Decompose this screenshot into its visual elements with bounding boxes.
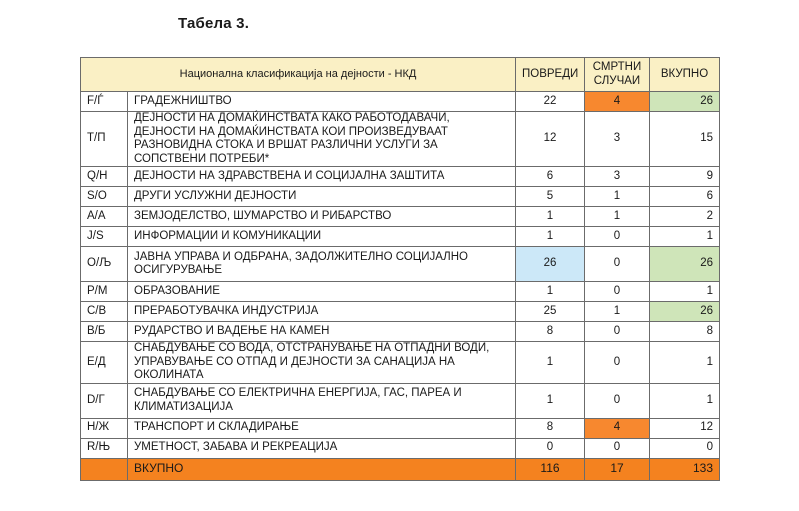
table-title: Табела 3.: [178, 15, 250, 32]
activity-name: ПРЕРАБОТУВАЧКА ИНДУСТРИЈА: [128, 302, 516, 322]
activity-name: СНАБДУВАЊЕ СО ВОДА, ОТСТРАНУВАЊЕ НА ОТПАДНИ ВОДИ, УПРАВУВАЊЕ СО ОТПАД И ДЕЈНОСТИ ЗА САНАЦИЈА НА ОКОЛИНАТА: [128, 342, 516, 384]
activity-code: F/Ѓ: [81, 92, 128, 112]
total-cell: 26: [650, 302, 720, 322]
fatal-cell: 1: [585, 187, 650, 207]
table-row: [81, 322, 720, 342]
fatal-cell: 3: [585, 167, 650, 187]
total-cell: 15: [650, 112, 720, 167]
table-row: [81, 418, 720, 438]
activity-code: C/В: [81, 302, 128, 322]
injuries-cell: 1: [516, 227, 585, 247]
injuries-cell: 5: [516, 187, 585, 207]
activity-name: СНАБДУВАЊЕ СО ЕЛЕКТРИЧНА ЕНЕРГИЈА, ГАС, ПАРЕА И КЛИМАТИЗАЦИЈА: [128, 383, 516, 418]
total-cell: 1: [650, 227, 720, 247]
activity-code: D/Г: [81, 383, 128, 418]
activity-name: ДРУГИ УСЛУЖНИ ДЕЈНОСТИ: [128, 187, 516, 207]
activity-name: ДЕЈНОСТИ НА ДОМАЌИНСТВАТА КАКО РАБОТОДАВАЧИ, ДЕЈНОСТИ НА ДОМАЌИНСТВАТА КОИ ПРОИЗВЕДУВААТ РАЗНОВИДНА СТОКА И ВРШАТ РАЗЛИЧНИ УСЛУГИ ЗА СОПСТВЕНИ ПОТРЕБИ*: [128, 112, 516, 167]
activity-code: P/М: [81, 282, 128, 302]
fatal-cell: 0: [585, 342, 650, 384]
fatal-cell: 0: [585, 383, 650, 418]
total-cell: 26: [650, 247, 720, 282]
activity-code: E/Д: [81, 342, 128, 384]
total-row: [81, 458, 720, 480]
fatal-cell: 4: [585, 92, 650, 112]
injuries-cell: 8: [516, 418, 585, 438]
table-row: [81, 302, 720, 322]
total-cell: 12: [650, 418, 720, 438]
header-total: ВКУПНО: [650, 58, 720, 92]
activity-name: ДЕЈНОСТИ НА ЗДРАВСТВЕНА И СОЦИЈАЛНА ЗАШТИТА: [128, 167, 516, 187]
total-label: ВКУПНО: [128, 458, 516, 480]
injuries-cell: 22: [516, 92, 585, 112]
total-cell: 1: [650, 282, 720, 302]
activity-name: УМЕТНОСТ, ЗАБАВА И РЕКРЕАЦИЈА: [128, 438, 516, 458]
header-fatal: СМРТНИ СЛУЧАИ: [585, 58, 650, 92]
injuries-cell: 25: [516, 302, 585, 322]
activity-code: O/Љ: [81, 247, 128, 282]
table-row: [81, 247, 720, 282]
fatal-cell: 1: [585, 207, 650, 227]
table-row: [81, 167, 720, 187]
total-cell: 0: [650, 438, 720, 458]
fatal-cell: 0: [585, 227, 650, 247]
activity-code: S/О: [81, 187, 128, 207]
table-row: [81, 227, 720, 247]
activity-name: ОБРАЗОВАНИЕ: [128, 282, 516, 302]
injuries-cell: 12: [516, 112, 585, 167]
total-injuries: 116: [516, 458, 585, 480]
fatal-cell: 4: [585, 418, 650, 438]
injuries-cell: 26: [516, 247, 585, 282]
total-cell: 26: [650, 92, 720, 112]
table-row: [81, 187, 720, 207]
table-row: [81, 282, 720, 302]
activity-code: H/Ж: [81, 418, 128, 438]
activity-code: Q/Н: [81, 167, 128, 187]
table-row: [81, 383, 720, 418]
fatal-cell: 0: [585, 438, 650, 458]
total-cell: 1: [650, 342, 720, 384]
total-cell: 1: [650, 383, 720, 418]
activity-code: T/П: [81, 112, 128, 167]
injuries-cell: 1: [516, 207, 585, 227]
activity-code: J/S: [81, 227, 128, 247]
fatal-cell: 0: [585, 247, 650, 282]
activity-name: ИНФОРМАЦИИ И КОМУНИКАЦИИ: [128, 227, 516, 247]
table-row: [81, 92, 720, 112]
total-cell: 2: [650, 207, 720, 227]
injuries-cell: 1: [516, 282, 585, 302]
injuries-cell: 6: [516, 167, 585, 187]
table-row: [81, 342, 720, 384]
fatal-cell: 0: [585, 282, 650, 302]
header-injuries: ПОВРЕДИ: [516, 58, 585, 92]
fatal-cell: 3: [585, 112, 650, 167]
activity-code: B/Б: [81, 322, 128, 342]
activity-name: ЗЕМЈОДЕЛСТВО, ШУМАРСТВО И РИБАРСТВО: [128, 207, 516, 227]
header-row: [81, 58, 720, 92]
total-fatal: 17: [585, 458, 650, 480]
injuries-cell: 8: [516, 322, 585, 342]
injuries-table: [80, 57, 720, 481]
total-cell: 8: [650, 322, 720, 342]
table-row: [81, 207, 720, 227]
injuries-cell: 0: [516, 438, 585, 458]
table-row: [81, 112, 720, 167]
total-code-cell: [81, 458, 128, 480]
total-cell: 9: [650, 167, 720, 187]
activity-name: РУДАРСТВО И ВАДЕЊЕ НА КАМЕН: [128, 322, 516, 342]
fatal-cell: 1: [585, 302, 650, 322]
table-row: [81, 438, 720, 458]
activity-code: R/Њ: [81, 438, 128, 458]
activity-code: A/А: [81, 207, 128, 227]
grand-total: 133: [650, 458, 720, 480]
injuries-cell: 1: [516, 342, 585, 384]
injuries-cell: 1: [516, 383, 585, 418]
activity-name: ТРАНСПОРТ И СКЛАДИРАЊЕ: [128, 418, 516, 438]
activity-name: ЈАВНА УПРАВА И ОДБРАНА, ЗАДОЛЖИТЕЛНО СОЦИЈАЛНО ОСИГУРУВАЊЕ: [128, 247, 516, 282]
fatal-cell: 0: [585, 322, 650, 342]
activity-name: ГРАДЕЖНИШТВО: [128, 92, 516, 112]
total-cell: 6: [650, 187, 720, 207]
header-classification: Национална класификација на дејности - НКД: [81, 58, 516, 92]
